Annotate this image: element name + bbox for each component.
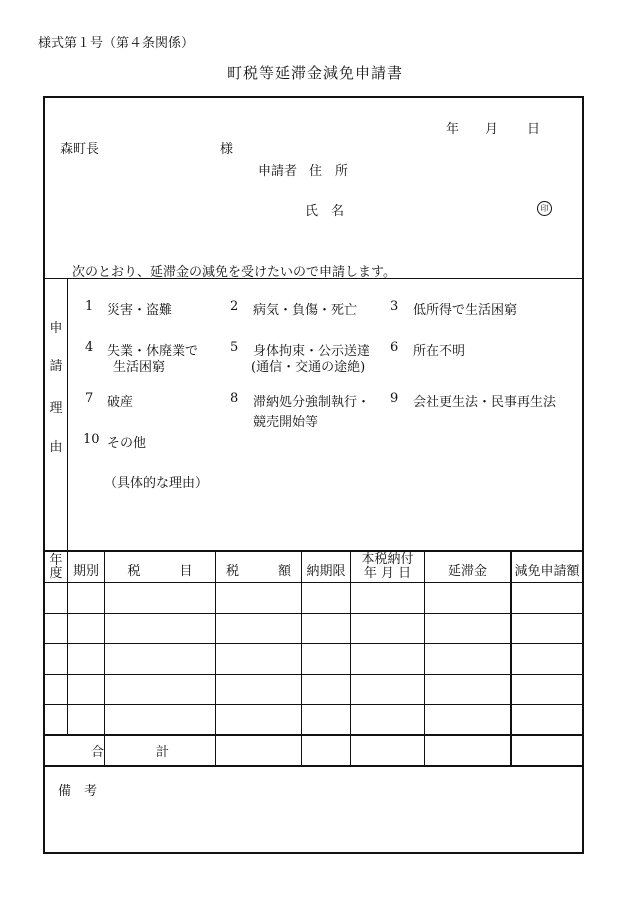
table-column-line: [301, 550, 302, 765]
reason-item: 身体拘束・公示送達: [253, 344, 371, 359]
table-row-line: [45, 704, 582, 705]
reason-item: 破産: [107, 395, 134, 410]
seal-mark: 印: [537, 201, 552, 216]
reason-number: 4: [85, 340, 94, 355]
reason-heading-char: 請: [49, 359, 63, 374]
remarks-label: 備 考: [58, 784, 98, 799]
reason-heading-char: 由: [49, 440, 63, 455]
reason-number: 5: [230, 340, 239, 355]
reason-column-divider: [67, 278, 68, 550]
header-due-date: 納期限: [306, 564, 346, 579]
reason-item: 低所得で生活困窮: [413, 303, 518, 318]
table-column-line-reduction: [510, 550, 512, 765]
application-form: [43, 96, 584, 854]
form-number-label: 様式第１号（第４条関係）: [38, 36, 195, 51]
header-tax-item: 税 目: [127, 564, 193, 579]
reason-item: 失業・休廃業で: [107, 344, 199, 359]
document-title: 町税等延滞金減免申請書: [226, 64, 403, 82]
table-row-line: [45, 674, 582, 675]
table-row-line: [45, 643, 582, 644]
table-row-line: [45, 613, 582, 614]
reason-item-continued: (通信・交通の途絶): [251, 360, 366, 375]
date-day-label: 日: [527, 122, 541, 137]
reason-number: 1: [85, 299, 94, 314]
reason-item: その他: [107, 436, 147, 451]
table-bottom: [45, 765, 582, 767]
reason-item: 会社更生法・民事再生法: [413, 395, 557, 410]
addressee-honorific: 様: [220, 142, 234, 157]
applicant-address-label: 住 所: [309, 164, 349, 179]
header-tax-amount: 税 額: [225, 564, 291, 579]
reason-number: 7: [85, 391, 94, 406]
reason-item: 災害・盗難: [107, 303, 173, 318]
reason-number: 3: [390, 299, 399, 314]
reason-number: 6: [390, 340, 399, 355]
reason-item: 滞納処分強制執行・: [253, 395, 371, 410]
divider-header: [45, 278, 582, 279]
divider-table-top: [45, 550, 582, 552]
reason-item-continued: 生活困窮: [113, 360, 166, 375]
table-column-line: [215, 550, 216, 765]
header-delinquency: 延滞金: [447, 564, 487, 579]
reason-item: 病気・負傷・死亡: [253, 303, 358, 318]
header-reduction-amount: 減免申請額: [514, 564, 580, 579]
reason-number: 9: [390, 391, 399, 406]
total-label: 合 計: [90, 745, 169, 760]
specific-reason-label: （具体的な理由）: [104, 476, 209, 491]
table-column-line: [424, 550, 425, 765]
table-column-line: [350, 550, 351, 765]
header-year: 年 度: [49, 553, 63, 581]
reason-number: 8: [230, 391, 239, 406]
reason-number: 10: [83, 432, 100, 447]
table-header-bottom: [45, 582, 582, 583]
header-period: 期別: [72, 564, 99, 579]
header-paid-date: 本税納付 年 月 日: [361, 552, 414, 581]
reason-heading-char: 申: [49, 321, 63, 336]
addressee-name: 森町長: [60, 142, 100, 157]
date-year-label: 年: [446, 122, 460, 137]
application-statement: 次のとおり、延滞金の減免を受けたいので申請します。: [72, 265, 396, 280]
applicant-label: 申請者: [258, 164, 298, 179]
reason-number: 2: [230, 299, 239, 314]
reason-item-continued: 競売開始等: [253, 415, 319, 430]
reason-item: 所在不明: [413, 344, 466, 359]
table-total-top: [45, 734, 582, 736]
reason-heading-char: 理: [49, 401, 63, 416]
table-column-line: [104, 550, 105, 765]
date-month-label: 月: [485, 122, 499, 137]
applicant-name-label: 氏 名: [305, 204, 345, 219]
